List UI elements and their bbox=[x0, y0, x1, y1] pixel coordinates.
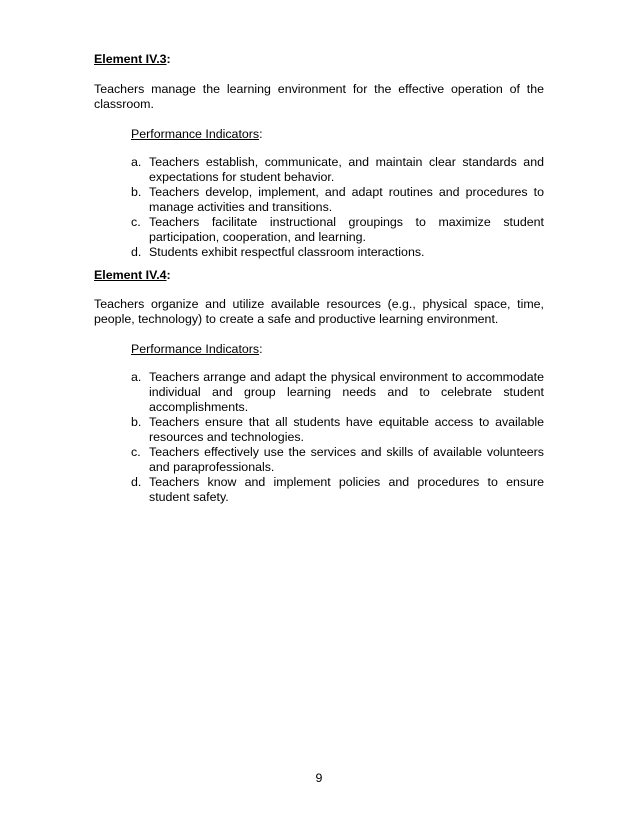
indicator-marker: c. bbox=[131, 215, 141, 229]
element-iv4-heading-colon: : bbox=[166, 268, 171, 282]
element-iv4-heading bbox=[94, 268, 171, 283]
indicator-marker: a. bbox=[131, 155, 142, 169]
indicator-marker: c. bbox=[131, 445, 141, 459]
element-iv3-description: Teachers manage the learning environment for the effective operation of the classroom. bbox=[94, 82, 544, 111]
page-number: 9 bbox=[315, 771, 323, 785]
indicator-item bbox=[131, 475, 544, 505]
indicator-item bbox=[131, 245, 544, 260]
indicator-item bbox=[131, 155, 544, 185]
indicator-text: Students exhibit respectful classroom interactions. bbox=[149, 245, 425, 259]
indicator-text: Teachers arrange and adapt the physical environment to accommodate individual and group learning needs and to celebrate student accomplishments. bbox=[149, 370, 544, 414]
indicator-marker: d. bbox=[131, 245, 142, 259]
indicator-item bbox=[131, 185, 544, 215]
indicator-item bbox=[131, 445, 544, 475]
indicator-marker: b. bbox=[131, 415, 142, 429]
indicator-text: Teachers effectively use the services and skills of available volunteers and paraprofessionals. bbox=[149, 445, 544, 474]
indicator-marker: b. bbox=[131, 185, 142, 199]
element-iv4-indicator-list bbox=[131, 370, 544, 505]
element-iv4-indicators-colon: : bbox=[259, 342, 263, 356]
indicator-text: Teachers know and implement policies and procedures to ensure student safety. bbox=[149, 475, 544, 504]
element-iv3-heading-text: Element IV.3 bbox=[94, 52, 167, 66]
indicator-marker: a. bbox=[131, 370, 142, 384]
element-iv3-indicators-colon: : bbox=[259, 127, 263, 141]
indicator-text: Teachers ensure that all students have equitable access to available resources and technologies. bbox=[149, 415, 544, 444]
element-iv4-indicators-label: Performance Indicators bbox=[131, 342, 260, 356]
element-iv3-indicator-list bbox=[131, 155, 544, 260]
element-iv3-indicators-label: Performance Indicators bbox=[131, 127, 260, 141]
indicator-marker: d. bbox=[131, 475, 142, 489]
indicator-text: Teachers establish, communicate, and maintain clear standards and expectations for student behavior. bbox=[149, 155, 544, 184]
indicator-item bbox=[131, 415, 544, 445]
indicator-item bbox=[131, 370, 544, 415]
indicator-text: Teachers develop, implement, and adapt routines and procedures to manage activities and transitions. bbox=[149, 185, 544, 214]
indicator-text: Teachers facilitate instructional groupings to maximize student participation, cooperation, and learning. bbox=[149, 215, 544, 244]
element-iv4-indicators-heading bbox=[131, 342, 263, 357]
indicator-item bbox=[131, 215, 544, 245]
element-iv3-heading bbox=[94, 52, 171, 67]
element-iv4-heading-text: Element IV.4 bbox=[94, 268, 167, 282]
element-iv3-heading-colon: : bbox=[166, 52, 171, 66]
element-iv3-indicators-heading bbox=[131, 127, 263, 142]
element-iv4-description: Teachers organize and utilize available resources (e.g., physical space, time, people, technology) to create a safe and productive learning environment. bbox=[94, 297, 544, 326]
